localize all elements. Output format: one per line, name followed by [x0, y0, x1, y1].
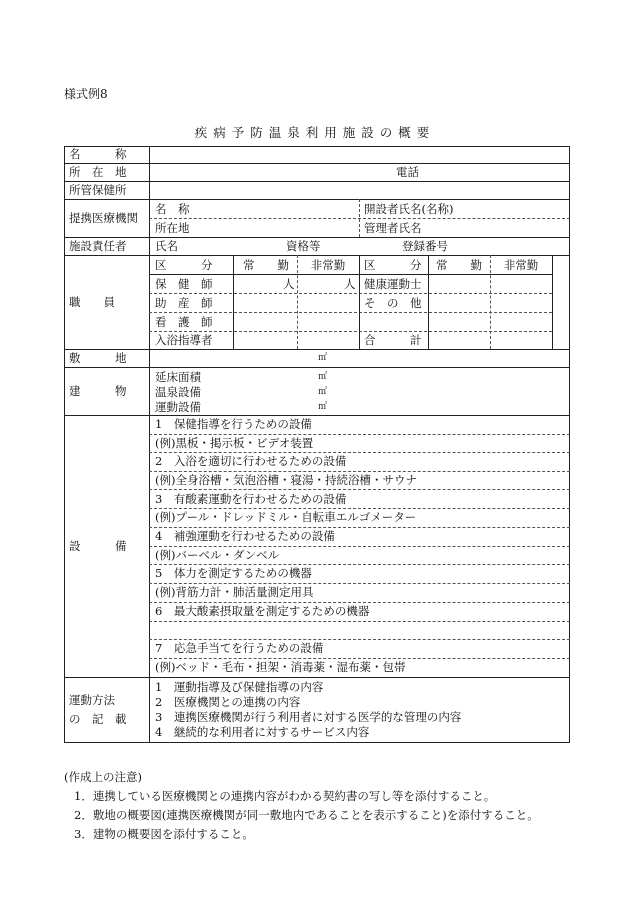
exercise-method-label: 運動方法: [69, 693, 115, 707]
dashed-divider: [149, 602, 570, 603]
note-item: 3．建物の概要図を添付すること。: [74, 827, 254, 841]
dashed-divider: [149, 452, 570, 453]
equipment-line: (例)バーベル・ダンベル: [155, 548, 280, 562]
staff-unit: 人: [344, 277, 356, 291]
equipment-line: (例)背筋力計・肺活量測定用具: [155, 585, 314, 599]
equipment-line: (例)ベッド・毛布・担架・消毒薬・湿布薬・包帯: [155, 660, 406, 674]
equipment-line: 1 保健指導を行うための設備: [155, 417, 312, 431]
dashed-divider: [149, 471, 570, 472]
staff-column-divider: [233, 255, 234, 349]
dashed-divider: [149, 621, 570, 622]
staff-column-divider: [428, 255, 429, 349]
preparation-notes: [64, 768, 539, 844]
method-item: 4 継続的な利用者に対するサービス内容: [155, 725, 370, 739]
dashed-divider: [149, 564, 570, 565]
building-label: 建 物: [69, 384, 127, 398]
dashed-divider: [149, 546, 570, 547]
note-item: 1．連携している医療機関との連携内容がわかる契約書の写し等を添付すること。: [74, 789, 496, 803]
medical-name-label: 名 称: [155, 202, 190, 216]
method-item: 1 運動指導及び保健指導の内容: [155, 680, 324, 694]
medical-institution-label: 提携医療機関: [69, 211, 138, 225]
dashed-divider: [149, 293, 552, 294]
row-divider: [64, 415, 570, 416]
founder-name-label: 開設者氏名(名称): [364, 202, 454, 216]
label-column-divider: [149, 146, 150, 743]
dashed-divider: [297, 255, 298, 349]
staff-unit: 人: [283, 277, 295, 291]
site-label: 敷 地: [69, 351, 127, 365]
building-item: 延床面積: [155, 370, 201, 384]
row-divider: [64, 181, 570, 182]
equipment-line: (例)黒板・掲示板・ビデオ装置: [155, 436, 314, 450]
document-title: 疾病予防温泉利用施設の概要: [194, 125, 436, 140]
exercise-method-label-line2: の 記 載: [69, 712, 127, 726]
staff-role: そ の 他: [364, 296, 422, 310]
staff-role: 健康運動士: [364, 277, 422, 291]
dashed-divider: [149, 331, 552, 332]
equipment-line: 5 体力を測定するための機器: [155, 566, 312, 580]
building-item: 温泉設備: [155, 385, 201, 399]
manager-person-name-label: 氏名: [155, 239, 178, 253]
row-divider: [64, 677, 570, 678]
row-divider: [64, 367, 570, 368]
medical-location-label: 所在地: [155, 221, 190, 235]
staff-column-divider: [359, 255, 360, 349]
staff-role: 看 護 師: [155, 315, 213, 329]
row-divider: [64, 199, 570, 200]
method-item: 2 医療機関との連携の内容: [155, 695, 301, 709]
staff-category-header: 区 分: [155, 258, 213, 272]
dashed-divider: [149, 527, 570, 528]
dashed-divider: [359, 199, 360, 237]
staff-full-time-header: 常 勤: [436, 258, 482, 272]
dashed-divider: [149, 312, 552, 313]
dashed-divider: [149, 508, 570, 509]
row-divider: [64, 163, 570, 164]
dashed-divider: [149, 434, 570, 435]
staff-label: 職 員: [69, 295, 115, 309]
building-unit: ㎡: [318, 372, 328, 382]
equipment-line: 4 補強運動を行わせるための設備: [155, 529, 335, 543]
registration-number-label: 登録番号: [402, 239, 448, 253]
facility-manager-label: 施設責任者: [69, 239, 127, 253]
manager-name-label: 管理者氏名: [364, 221, 422, 235]
equipment-line: 7 応急手当てを行うための設備: [155, 641, 324, 655]
building-item: 運動設備: [155, 400, 201, 414]
staff-full-time-header: 常 勤: [243, 258, 289, 272]
qualification-label: 資格等: [286, 239, 321, 253]
equipment-line: (例)プール・ドレッドミル・自転車エルゴメーター: [155, 510, 417, 524]
equipment-label: 設 備: [69, 539, 127, 553]
row-divider: [64, 349, 570, 350]
staff-column-divider: [552, 255, 553, 349]
staff-role: 保 健 師: [155, 277, 213, 291]
health-center-label: 所管保健所: [69, 183, 127, 197]
row-divider: [64, 237, 570, 238]
staff-part-time-header: 非常勤: [310, 258, 346, 272]
equipment-line: (例)全身浴槽・気泡浴槽・寝湯・持続浴槽・サウナ: [155, 473, 417, 487]
method-item: 3 連携医療機関が行う利用者に対する医学的な管理の内容: [155, 710, 462, 724]
staff-header-divider: [149, 274, 552, 275]
dashed-divider: [149, 583, 570, 584]
dashed-divider: [149, 489, 570, 490]
dashed-divider: [149, 658, 570, 659]
staff-category-header: 区 分: [364, 258, 422, 272]
address-label: 所 在 地: [69, 165, 127, 179]
building-unit: ㎡: [318, 387, 328, 397]
row-divider: [64, 255, 570, 256]
staff-total-label: 合 計: [364, 333, 422, 347]
equipment-line: 2 入浴を適切に行わせるための設備: [155, 454, 347, 468]
building-unit: ㎡: [318, 402, 328, 412]
name-label: 名 称: [69, 147, 127, 161]
equipment-line: 6 最大酸素摂取量を測定するための機器: [155, 604, 370, 618]
dashed-divider: [490, 255, 491, 349]
notes-heading: (作成上の注意): [64, 770, 142, 784]
staff-part-time-header: 非常勤: [503, 258, 539, 272]
dashed-divider: [149, 639, 570, 640]
staff-role: 入浴指導者: [155, 333, 213, 347]
note-item: 2．敷地の概要図(連携医療機関が同一敷地内であることを表示すること)を添付すること。: [74, 808, 539, 822]
staff-role: 助 産 師: [155, 296, 213, 310]
phone-label: 電話: [396, 165, 419, 179]
form-number-label: 様式例8: [64, 87, 108, 101]
site-unit: ㎡: [318, 353, 328, 363]
equipment-line: 3 有酸素運動を行わせるための設備: [155, 492, 347, 506]
